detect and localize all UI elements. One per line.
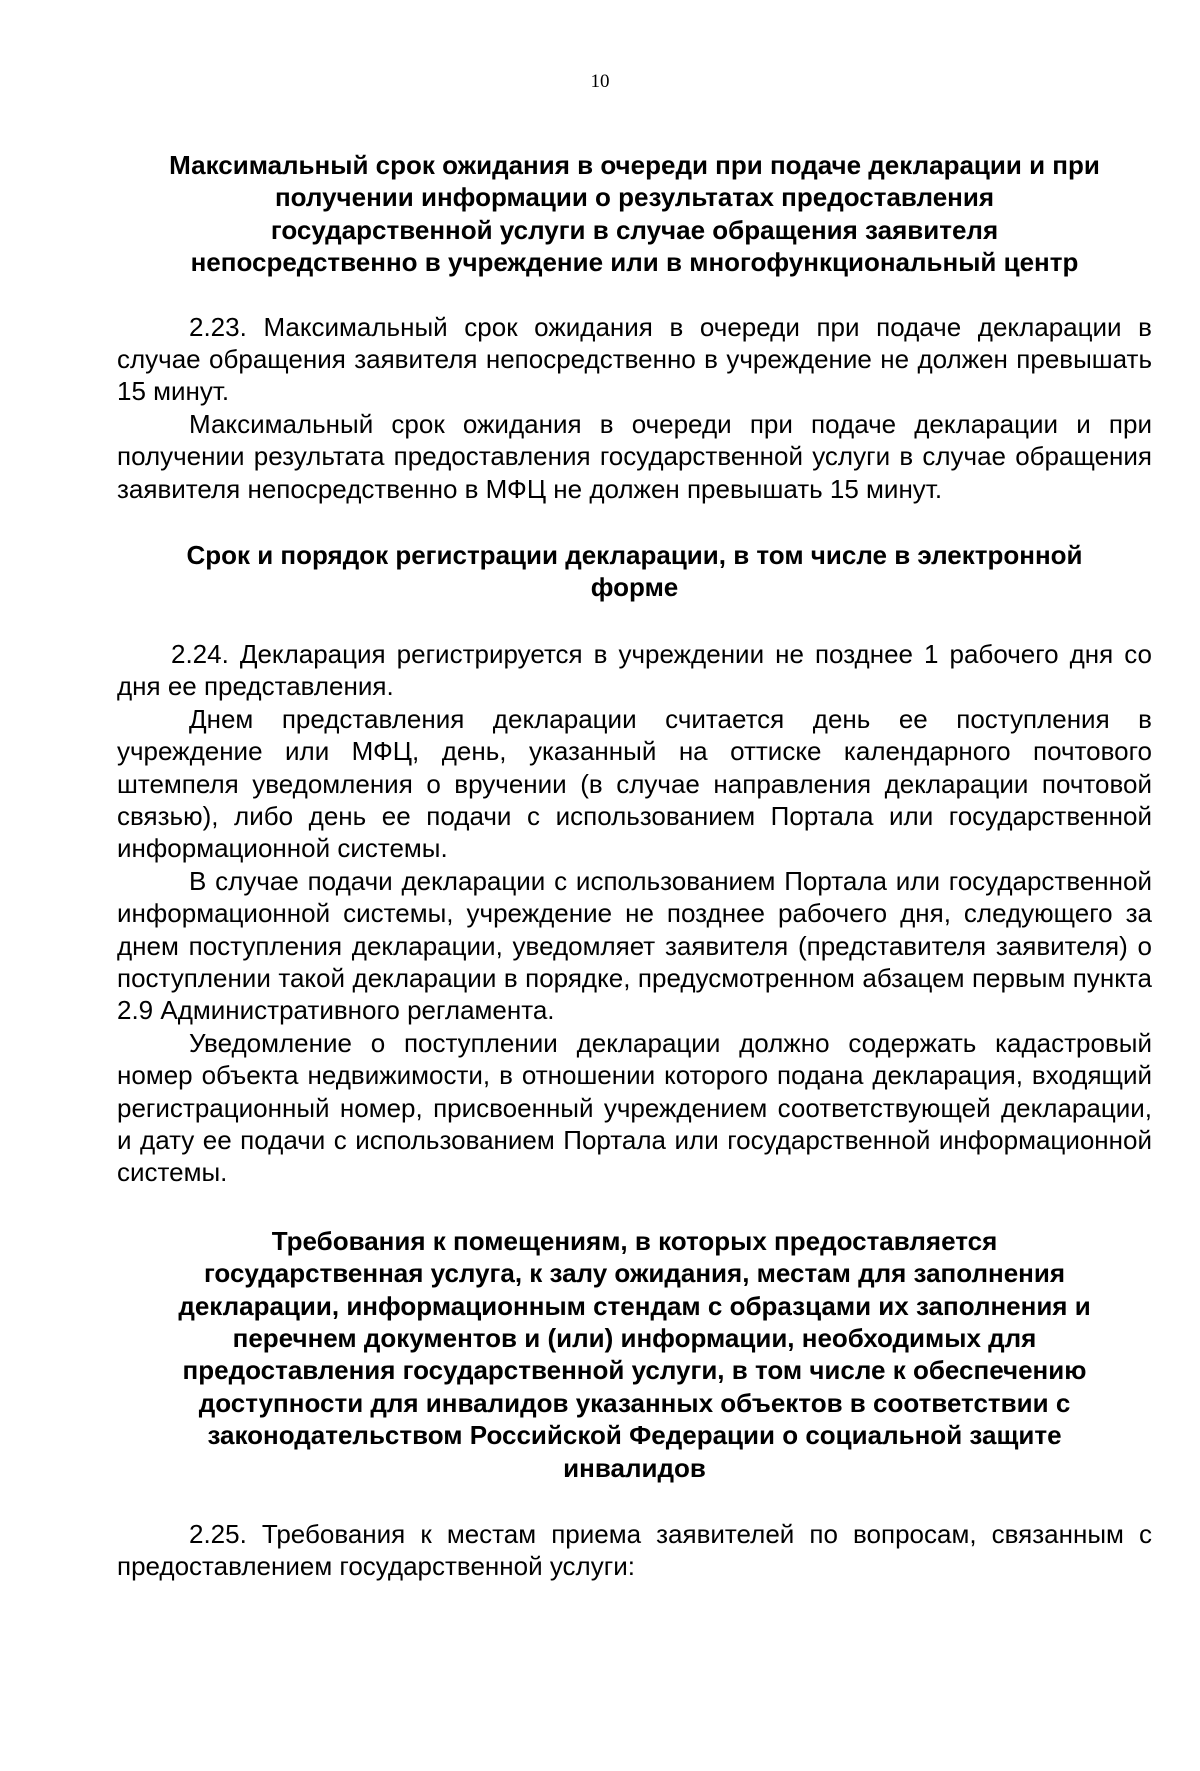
heading-line: инвалидов [563,1452,706,1483]
heading-line: доступности для инвалидов указанных объектов в соответствии с [198,1387,1071,1418]
heading-line: Требования к помещениям, в которых предоставляется [271,1225,998,1256]
paragraph-2-23: 2.23. Максимальный срок ожидания в очереди при подаче декларации в случае обращения заявителя непосредственно в учреждение не должен превышать 15 минут. [117,311,1152,407]
spacer [117,604,1152,638]
spacer [117,279,1152,311]
section-heading-premises [117,1225,1152,1484]
document-body [117,149,1152,1583]
heading-line: предоставления государственной услуги, в том числе к обеспечению [182,1355,1087,1386]
paragraph-2-25: 2.25. Требования к местам приема заявителей по вопросам, связанным с предоставлением государственной услуги: [117,1519,1152,1582]
heading-line: получении информации о результатах предоставления [274,182,995,213]
paragraph-notification: Уведомление о поступлении декларации должно содержать кадастровый номер объекта недвижимости, в отношении которого подана декларация, входящий регистрационный номер, присвоенный учреждением соответствующей декларации, и дату ее подачи с использованием Портала или государственной информационной системы. [117,1027,1152,1188]
paragraph-portal-submission: В случае подачи декларации с использованием Портала или государственной информационной системы, учреждение не позднее рабочего дня, следующего за днем поступления декларации, уведомляет заявителя (представителя заявителя) о поступлении такой декларации в порядке, предусмотренном абзацем первым пункта 2.9 Административного регламента. [117,865,1152,1026]
spacer [117,1484,1152,1518]
heading-line: Срок и порядок регистрации декларации, в том числе в электронной [186,540,1083,571]
heading-line: непосредственно в учреждение или в многофункциональный центр [190,247,1079,278]
heading-line: перечнем документов и (или) информации, необходимых для [232,1323,1037,1353]
heading-line: законодательством Российской Федерации о социальной защите [207,1420,1062,1451]
page-number: 10 [590,71,610,92]
spacer [117,1189,1152,1225]
paragraph-2-24: 2.24. Декларация регистрируется в учреждении не позднее 1 рабочего дня со дня ее представления. [117,638,1152,702]
paragraph-mfc-queue: Максимальный срок ожидания в очереди при подаче декларации и при получении результата предоставления государственной услуги в случае обращения заявителя непосредственно в МФЦ не должен превышать 15 минут. [117,408,1152,504]
heading-line: государственная услуга, к залу ожидания, местам для заполнения [203,1258,1066,1289]
spacer [117,505,1152,539]
heading-line: декларации, информационным стендам с образцами их заполнения и [178,1290,1091,1321]
section-heading-queue-time [117,149,1152,279]
heading-line: Максимальный срок ожидания в очереди при подаче декларации и при [169,150,1100,180]
paragraph-submission-day: Днем представления декларации считается день ее поступления в учреждение или МФЦ, день, указанный на оттиске календарного почтового штемпеля уведомления о вручении (в случае направления декларации почтовой связью), либо день ее подачи с использованием Портала или государственной информационной системы. [117,703,1152,864]
section-heading-registration [117,539,1152,604]
heading-line: государственной услуги в случае обращения заявителя [270,214,999,245]
heading-line: форме [590,572,679,603]
